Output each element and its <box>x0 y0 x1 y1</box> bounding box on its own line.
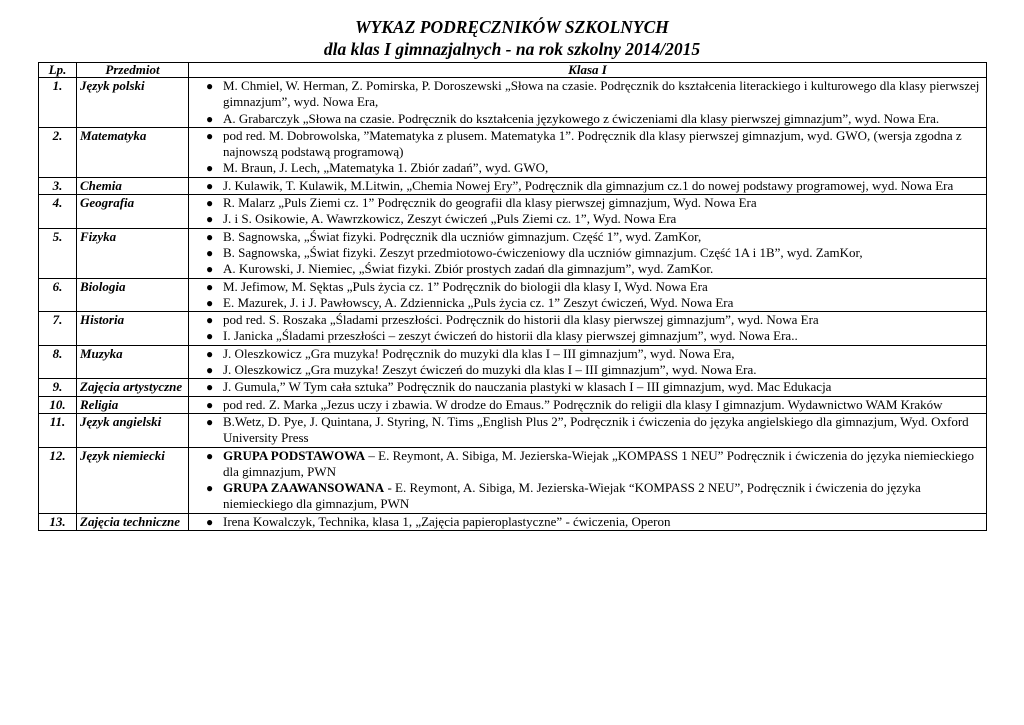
bullet-icon: ● <box>206 514 214 529</box>
row-number: 9. <box>39 379 77 396</box>
textbook-list-cell <box>189 278 987 312</box>
bullet-icon: ● <box>206 262 214 277</box>
row-number: 8. <box>39 345 77 379</box>
bullet-icon: ● <box>206 448 214 463</box>
list-item <box>189 362 986 378</box>
list-item <box>189 78 986 111</box>
list-item <box>189 229 986 245</box>
bullet-icon: ● <box>206 178 214 193</box>
textbook-entry-text: B. Sagnowska, „Świat fizyki. Podręcznik dla uczniów gimnazjum. Część 1”, wyd. ZamKor, <box>223 228 702 244</box>
list-item <box>189 261 986 277</box>
subject-name: Religia <box>77 396 189 413</box>
list-item <box>189 245 986 261</box>
subject-name: Zajęcia techniczne <box>77 513 189 530</box>
list-item <box>189 195 986 211</box>
textbook-list-cell <box>189 312 987 346</box>
list-item <box>189 295 986 311</box>
row-number: 13. <box>39 513 77 530</box>
bullet-icon: ● <box>206 380 214 395</box>
textbook-list-cell <box>189 396 987 413</box>
subject-name: Język polski <box>77 78 189 128</box>
table-row <box>39 379 987 396</box>
subject-name: Muzyka <box>77 345 189 379</box>
textbook-list <box>189 379 986 395</box>
list-item <box>189 178 986 194</box>
bullet-icon: ● <box>206 229 214 244</box>
textbook-entry-text: B.Wetz, D. Pye, J. Quintana, J. Styring, N. Tims „English Plus 2”, Podręcznik i ćwiczenia do języka angielskiego dla gimnazjum, Wyd. Oxford University Press <box>223 413 969 446</box>
bullet-icon: ● <box>206 128 214 143</box>
subject-name: Język niemiecki <box>77 447 189 513</box>
header-class: Klasa I <box>189 63 987 78</box>
bullet-icon: ● <box>206 161 214 176</box>
table-row <box>39 78 987 128</box>
bullet-icon: ● <box>206 329 214 344</box>
subject-name: Geografia <box>77 195 189 229</box>
row-number: 4. <box>39 195 77 229</box>
textbook-entry-text: R. Malarz „Puls Ziemi cz. 1” Podręcznik do geografii dla klasy pierwszej gimnazjum, Wyd. Nowa Era <box>223 195 757 211</box>
list-item <box>189 111 986 127</box>
textbook-list <box>189 178 986 194</box>
textbook-entry-text: J. i S. Osikowie, A. Wawrzkowicz, Zeszyt ćwiczeń „Puls Ziemi cz. 1”, Wyd. Nowa Era <box>223 211 677 227</box>
table-row <box>39 127 987 177</box>
textbook-list <box>189 448 986 513</box>
list-item <box>189 480 986 513</box>
document-title: WYKAZ PODRĘCZNIKÓW SZKOLNYCH <box>355 17 669 37</box>
list-item <box>189 160 986 176</box>
list-item <box>189 414 986 447</box>
row-number: 7. <box>39 312 77 346</box>
table-row <box>39 177 987 194</box>
textbook-entry-text: I. Janicka „Śladami przeszłości – zeszyt ćwiczeń do historii dla klasy pierwszej gimnazjum”, wyd. Nowa Era.. <box>223 328 798 344</box>
textbook-table <box>38 62 987 531</box>
textbook-list <box>189 397 986 413</box>
textbook-list <box>189 78 986 127</box>
textbook-entry-text: B. Sagnowska, „Świat fizyki. Zeszyt przedmiotowo-ćwiczeniowy dla uczniów gimnazjum. Część 1A i 1B”, wyd. ZamKor, <box>223 244 863 260</box>
table-row <box>39 228 987 278</box>
textbook-entry-text: - E. Reymont, A. Sibiga, M. Jezierska-Wiejak “KOMPASS 2 NEU”, Podręcznik i ćwiczenia do języka niemieckiego dla gimnazjum, PWN <box>223 480 921 512</box>
textbook-entry-text: J. Oleszkowicz „Gra muzyka! Zeszyt ćwiczeń do muzyki dla klas I – III gimnazjum”, wyd. Nowa Era. <box>223 362 757 378</box>
bullet-icon: ● <box>206 313 214 328</box>
textbook-list-cell <box>189 379 987 396</box>
subject-name: Biologia <box>77 278 189 312</box>
textbook-entry-text: M. Braun, J. Lech, „Matematyka 1. Zbiór zadań”, wyd. GWO, <box>223 160 549 176</box>
row-number: 6. <box>39 278 77 312</box>
textbook-entry-text: pod red. M. Dobrowolska, ”Matematyka z plusem. Matematyka 1”. Podręcznik dla klasy pierwszej gimnazjum, wyd. GWO, (wersja zgodna z najnowszą podstawą programową) <box>223 127 962 160</box>
bullet-icon: ● <box>206 397 214 412</box>
textbook-entry-text: A. Kurowski, J. Niemiec, „Świat fizyki. Zbiór prostych zadań dla gimnazjum”, wyd. ZamKor. <box>223 261 714 277</box>
list-item <box>189 279 986 295</box>
bullet-icon: ● <box>206 481 214 496</box>
subject-name: Historia <box>77 312 189 346</box>
textbook-list-cell <box>189 345 987 379</box>
table-row <box>39 312 987 346</box>
subject-name: Fizyka <box>77 228 189 278</box>
bullet-icon: ● <box>206 279 214 294</box>
table-header-row <box>39 63 987 78</box>
list-item <box>189 397 986 413</box>
textbook-entry-text: M. Jefimow, M. Sęktas „Puls życia cz. 1” Podręcznik do biologii dla klasy I, Wyd. Nowa Era <box>223 278 708 294</box>
bullet-icon: ● <box>206 295 214 310</box>
row-number: 10. <box>39 396 77 413</box>
bullet-icon: ● <box>206 346 214 361</box>
subject-name: Zajęcia artystyczne <box>77 379 189 396</box>
group-label: GRUPA PODSTAWOWA <box>223 447 366 463</box>
table-row <box>39 345 987 379</box>
textbook-list <box>189 312 986 345</box>
textbook-list <box>189 229 986 278</box>
subject-name: Chemia <box>77 177 189 194</box>
table-row <box>39 195 987 229</box>
row-number: 5. <box>39 228 77 278</box>
textbook-entry-text: M. Chmiel, W. Herman, Z. Pomirska, P. Doroszewski „Słowa na czasie. Podręcznik do kształcenia literackiego i kulturowego dla klasy pierwszej gimnazjum”, wyd. Nowa Era, <box>223 78 980 110</box>
textbook-list <box>189 128 986 177</box>
textbook-list-cell <box>189 177 987 194</box>
textbook-entry-text: J. Kulawik, T. Kulawik, M.Litwin, „Chemia Nowej Ery”, Podręcznik dla gimnazjum cz.1 do nowej podstawy programowej, wyd. Nowa Era <box>223 177 954 193</box>
row-number: 12. <box>39 447 77 513</box>
textbook-entry-text: E. Mazurek, J. i J. Pawłowscy, A. Zdziennicka „Puls życia cz. 1” Zeszyt ćwiczeń, Wyd. Nowa Era <box>223 294 734 310</box>
list-item <box>189 328 986 344</box>
textbook-list-cell <box>189 228 987 278</box>
textbook-entry-text: J. Gumula,” W Tym cała sztuka” Podręcznik do nauczania plastyki w klasach I – III gimnazjum, wyd. Mac Edukacja <box>223 379 832 395</box>
textbook-list <box>189 414 986 447</box>
list-item <box>189 514 986 530</box>
textbook-entry-text: – E. Reymont, A. Sibiga, M. Jezierska-Wiejak „KOMPASS 1 NEU” Podręcznik i ćwiczenia do języka niemieckiego dla gimnazjum, PWN <box>223 447 974 479</box>
bullet-icon: ● <box>206 245 214 260</box>
textbook-list-cell <box>189 513 987 530</box>
textbook-list-cell <box>189 127 987 177</box>
bullet-icon: ● <box>206 196 214 211</box>
subject-name: Język angielski <box>77 413 189 447</box>
subject-name: Matematyka <box>77 127 189 177</box>
textbook-entry-text: pod red. Z. Marka „Jezus uczy i zbawia. W drodze do Emaus.” Podręcznik do religii dla klasy I gimnazjum. Wydawnictwo WAM Kraków <box>223 396 943 412</box>
header-subject: Przedmiot <box>77 63 189 78</box>
group-label: GRUPA ZAAWANSOWANA <box>223 480 385 496</box>
textbook-entry-text: J. Oleszkowicz „Gra muzyka! Podręcznik do muzyki dla klas I – III gimnazjum”, wyd. Nowa Era, <box>223 345 735 361</box>
textbook-list-cell <box>189 195 987 229</box>
row-number: 2. <box>39 127 77 177</box>
list-item <box>189 346 986 362</box>
table-row <box>39 513 987 530</box>
list-item <box>189 379 986 395</box>
header-lp: Lp. <box>39 63 77 78</box>
row-number: 11. <box>39 413 77 447</box>
document-subtitle: dla klas I gimnazjalnych - na rok szkolny 2014/2015 <box>323 39 701 59</box>
textbook-list <box>189 195 986 228</box>
list-item <box>189 128 986 161</box>
bullet-icon: ● <box>206 212 214 227</box>
row-number: 3. <box>39 177 77 194</box>
list-item <box>189 211 986 227</box>
textbook-list <box>189 346 986 379</box>
bullet-icon: ● <box>206 363 214 378</box>
textbook-list-cell <box>189 447 987 513</box>
textbook-list <box>189 279 986 312</box>
textbook-entry-text: A. Grabarczyk „Słowa na czasie. Podręcznik do kształcenia językowego z ćwiczeniami dla klasy pierwszej gimnazjum”, wyd. Nowa Era. <box>223 110 940 126</box>
list-item <box>189 448 986 481</box>
bullet-icon: ● <box>206 414 214 429</box>
table-row <box>39 447 987 513</box>
list-item <box>189 312 986 328</box>
table-row <box>39 413 987 447</box>
textbook-list-cell <box>189 413 987 447</box>
textbook-list <box>189 514 986 530</box>
table-row <box>39 396 987 413</box>
bullet-icon: ● <box>206 79 214 93</box>
row-number: 1. <box>39 78 77 128</box>
textbook-list-cell <box>189 78 987 128</box>
table-row <box>39 278 987 312</box>
textbook-entry-text: Irena Kowalczyk, Technika, klasa 1, „Zajęcia papieroplastyczne” - ćwiczenia, Operon <box>223 513 671 529</box>
textbook-entry-text: pod red. S. Roszaka „Śladami przeszłości. Podręcznik do historii dla klasy pierwszej gimnazjum”, wyd. Nowa Era <box>223 312 819 328</box>
bullet-icon: ● <box>206 111 214 126</box>
